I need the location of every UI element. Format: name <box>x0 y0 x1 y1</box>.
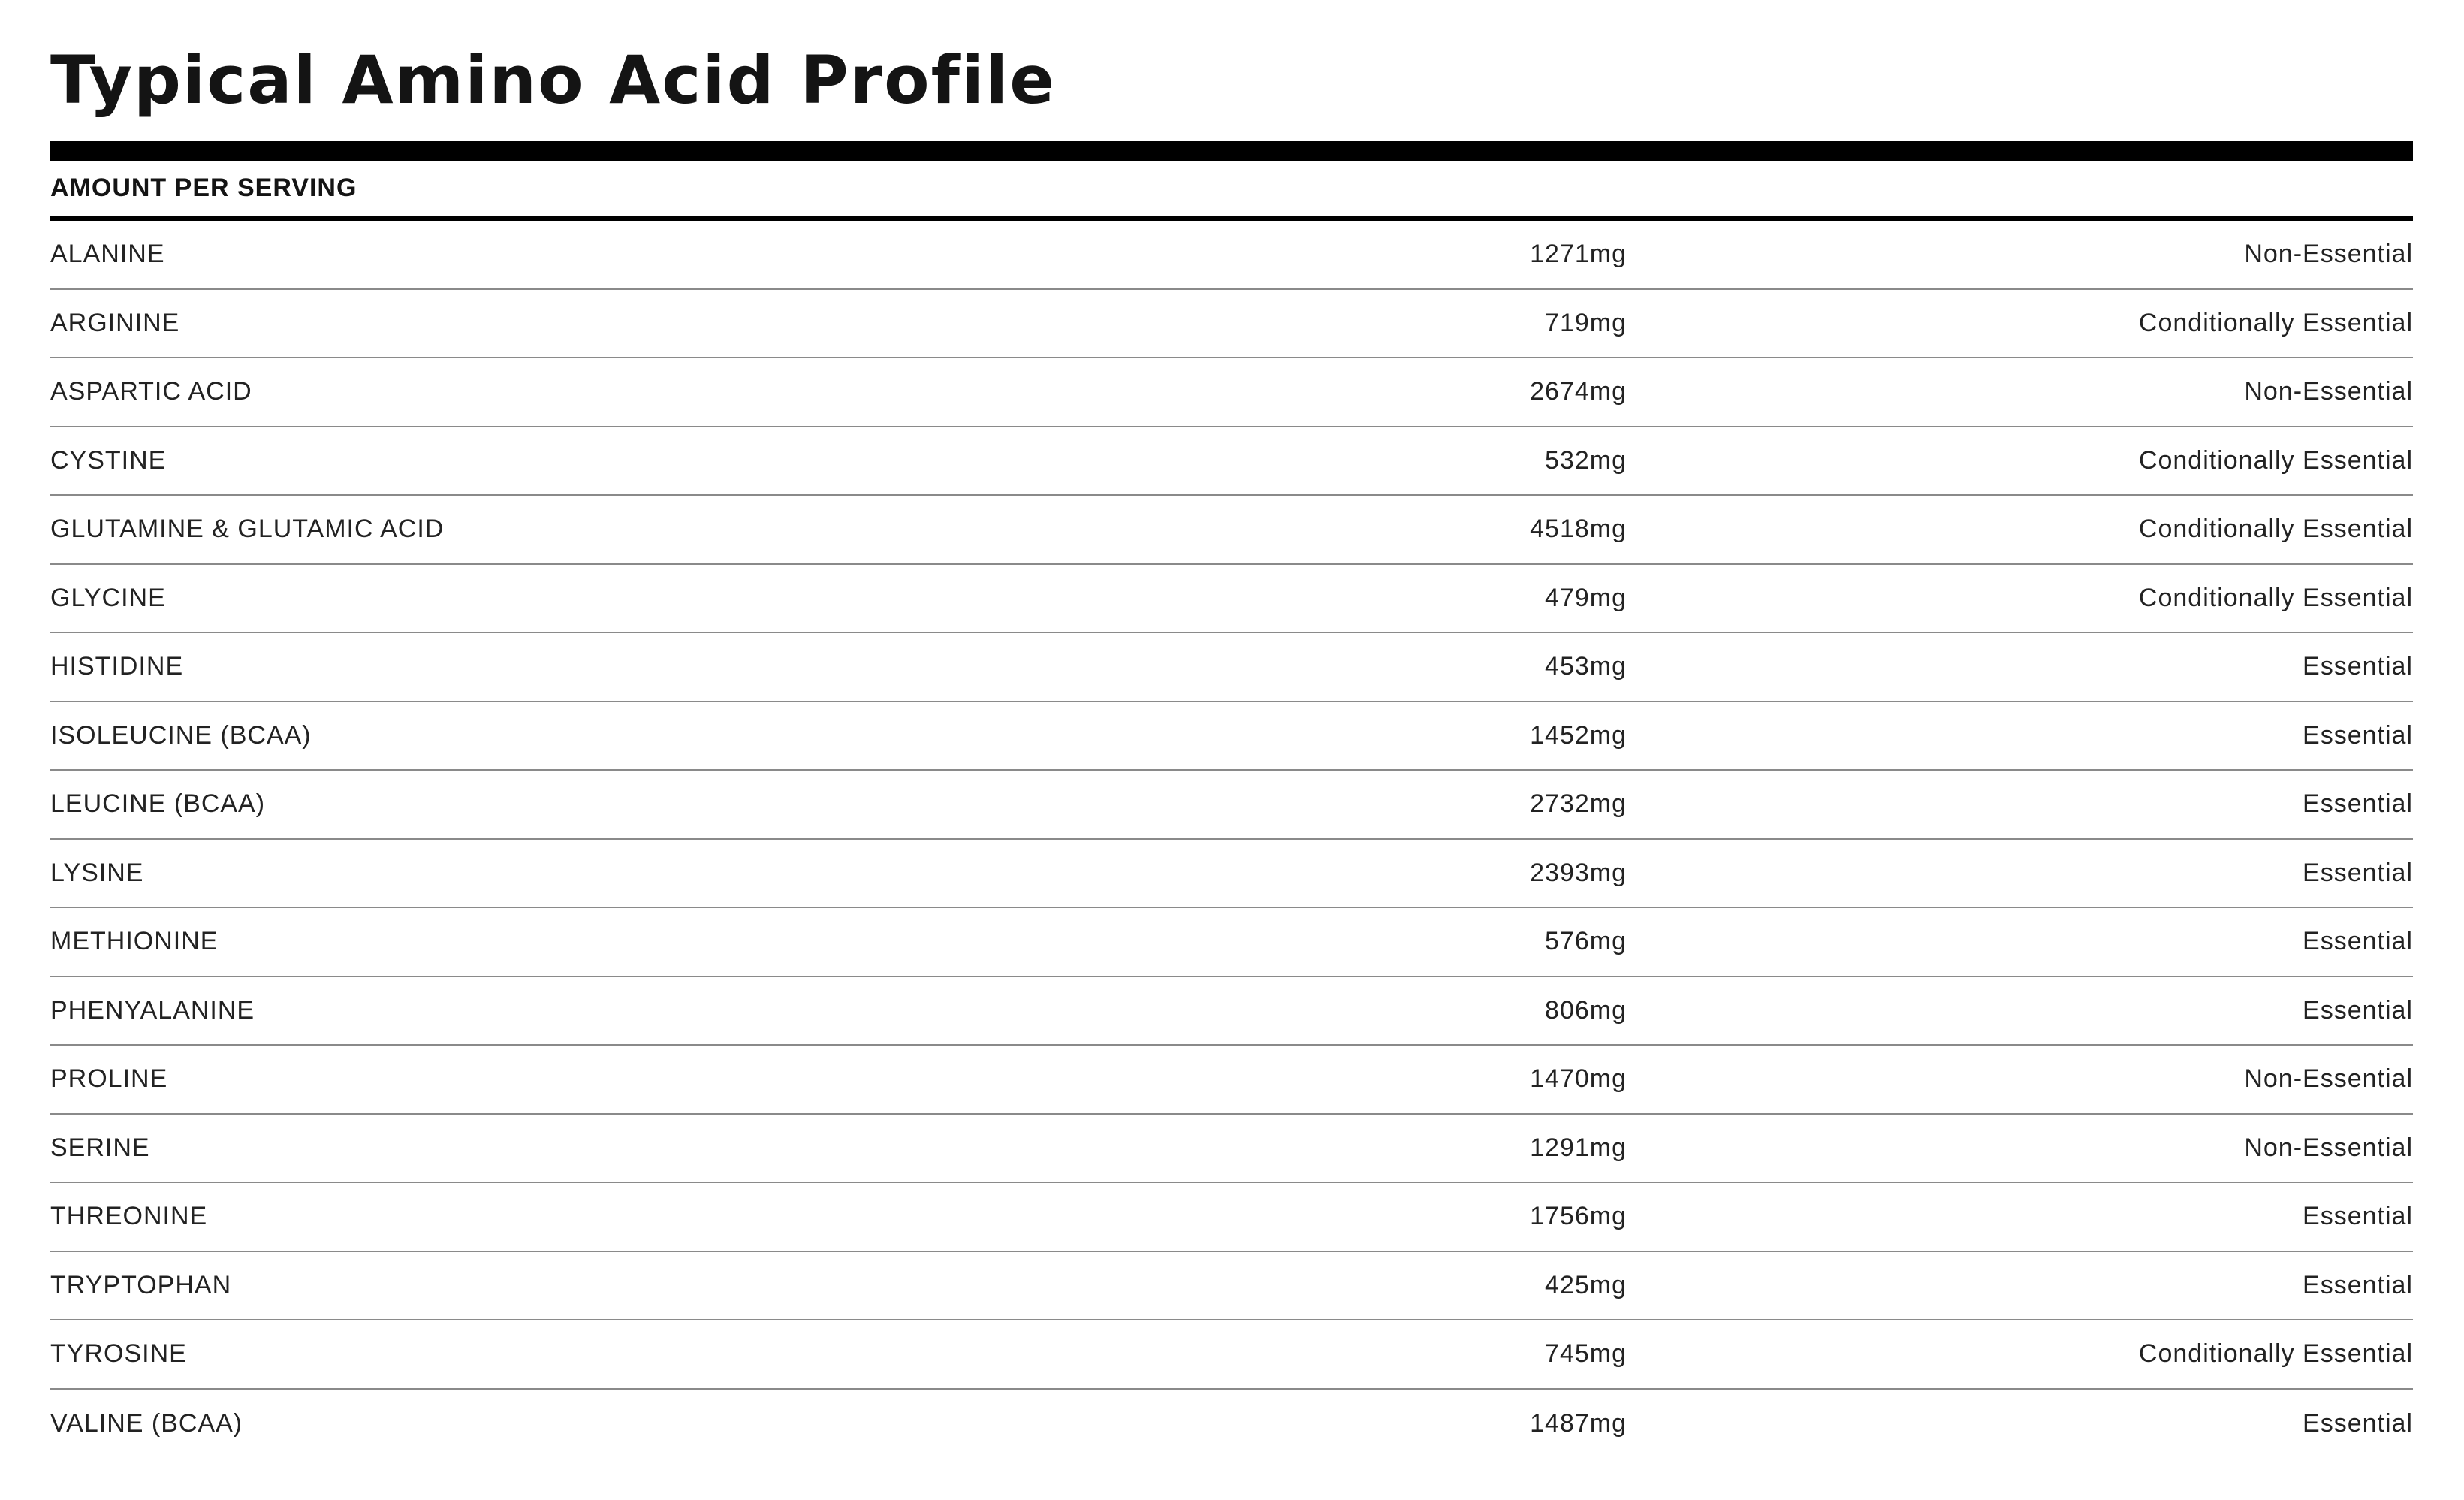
amino-acid-name: LYSINE <box>50 858 144 887</box>
title-divider <box>50 141 2413 161</box>
amino-acid-amount: 576mg <box>1545 927 1627 956</box>
amino-acid-name: HISTIDINE <box>50 652 184 681</box>
amino-acid-name: TYROSINE <box>50 1339 187 1369</box>
table-row <box>50 1046 2413 1115</box>
amino-acid-classification: Essential <box>2303 789 2413 819</box>
amino-acid-name: SERINE <box>50 1133 150 1162</box>
amino-acid-classification: Non-Essential <box>2244 377 2413 406</box>
table-row <box>50 771 2413 840</box>
amino-acid-name: GLUTAMINE & GLUTAMIC ACID <box>50 515 445 544</box>
amino-acid-classification: Non-Essential <box>2244 240 2413 269</box>
table-header <box>50 161 2413 221</box>
table-row <box>50 221 2413 290</box>
amino-acid-classification: Essential <box>2303 652 2413 681</box>
amino-acid-name: CYSTINE <box>50 445 167 475</box>
amino-acid-amount: 745mg <box>1545 1339 1627 1369</box>
amino-acid-classification: Conditionally Essential <box>2138 583 2413 612</box>
page-title: Typical Amino Acid Profile <box>50 41 1056 119</box>
amino-acid-amount: 479mg <box>1545 583 1627 612</box>
amino-acid-name: VALINE (BCAA) <box>50 1408 243 1438</box>
table-row <box>50 496 2413 565</box>
amino-acid-amount: 453mg <box>1545 652 1627 681</box>
table-row <box>50 427 2413 496</box>
amino-acid-amount: 1487mg <box>1530 1408 1627 1438</box>
amino-acid-name: GLYCINE <box>50 583 166 612</box>
table-row <box>50 1183 2413 1252</box>
table-row <box>50 977 2413 1046</box>
table-row <box>50 633 2413 702</box>
amino-acid-name: PHENYALANINE <box>50 995 255 1025</box>
table-row <box>50 358 2413 427</box>
amino-acid-name: TRYPTOPHAN <box>50 1270 232 1299</box>
amino-acid-amount: 425mg <box>1545 1270 1627 1299</box>
amino-acid-amount: 2732mg <box>1530 789 1627 819</box>
amino-acid-amount: 719mg <box>1545 308 1627 337</box>
amino-acid-name: PROLINE <box>50 1064 168 1094</box>
table-row <box>50 908 2413 977</box>
amino-acid-name: METHIONINE <box>50 927 219 956</box>
amino-acid-name: THREONINE <box>50 1202 208 1231</box>
amino-acid-classification: Conditionally Essential <box>2138 445 2413 475</box>
amino-acid-amount: 1291mg <box>1530 1133 1627 1162</box>
amino-acid-amount: 1452mg <box>1530 720 1627 750</box>
amino-acid-classification: Essential <box>2303 858 2413 887</box>
amino-acid-name: ASPARTIC ACID <box>50 377 252 406</box>
amino-acid-amount: 2674mg <box>1530 377 1627 406</box>
table-row <box>50 290 2413 359</box>
amino-acid-classification: Essential <box>2303 1408 2413 1438</box>
table-row <box>50 1390 2413 1459</box>
table-row <box>50 1115 2413 1184</box>
amino-acid-name: ALANINE <box>50 240 165 269</box>
amino-acid-classification: Non-Essential <box>2244 1133 2413 1162</box>
amino-acid-amount: 806mg <box>1545 995 1627 1025</box>
amino-acid-classification: Essential <box>2303 720 2413 750</box>
amino-acid-profile-panel <box>50 0 2413 1458</box>
table-row <box>50 565 2413 634</box>
amino-acid-classification: Essential <box>2303 927 2413 956</box>
amino-acid-amount: 1271mg <box>1530 240 1627 269</box>
amino-acid-amount: 532mg <box>1545 445 1627 475</box>
table-row <box>50 1320 2413 1390</box>
amino-acid-classification: Essential <box>2303 1270 2413 1299</box>
amino-acid-amount: 2393mg <box>1530 858 1627 887</box>
amount-per-serving-label: AMOUNT PER SERVING <box>50 174 357 202</box>
amino-acid-name: ARGININE <box>50 308 180 337</box>
amino-acid-amount: 1756mg <box>1530 1202 1627 1231</box>
amino-acid-classification: Essential <box>2303 1202 2413 1231</box>
amino-acid-classification: Conditionally Essential <box>2138 1339 2413 1369</box>
amino-acid-name: ISOLEUCINE (BCAA) <box>50 720 312 750</box>
amino-acid-classification: Non-Essential <box>2244 1064 2413 1094</box>
amino-acid-amount: 4518mg <box>1530 515 1627 544</box>
amino-acid-list <box>50 221 2413 1458</box>
amino-acid-amount: 1470mg <box>1530 1064 1627 1094</box>
amino-acid-classification: Conditionally Essential <box>2138 515 2413 544</box>
table-row <box>50 702 2413 771</box>
amino-acid-name: LEUCINE (BCAA) <box>50 789 266 819</box>
amino-acid-classification: Essential <box>2303 995 2413 1025</box>
table-row <box>50 1252 2413 1321</box>
amino-acid-classification: Conditionally Essential <box>2138 308 2413 337</box>
table-row <box>50 840 2413 909</box>
